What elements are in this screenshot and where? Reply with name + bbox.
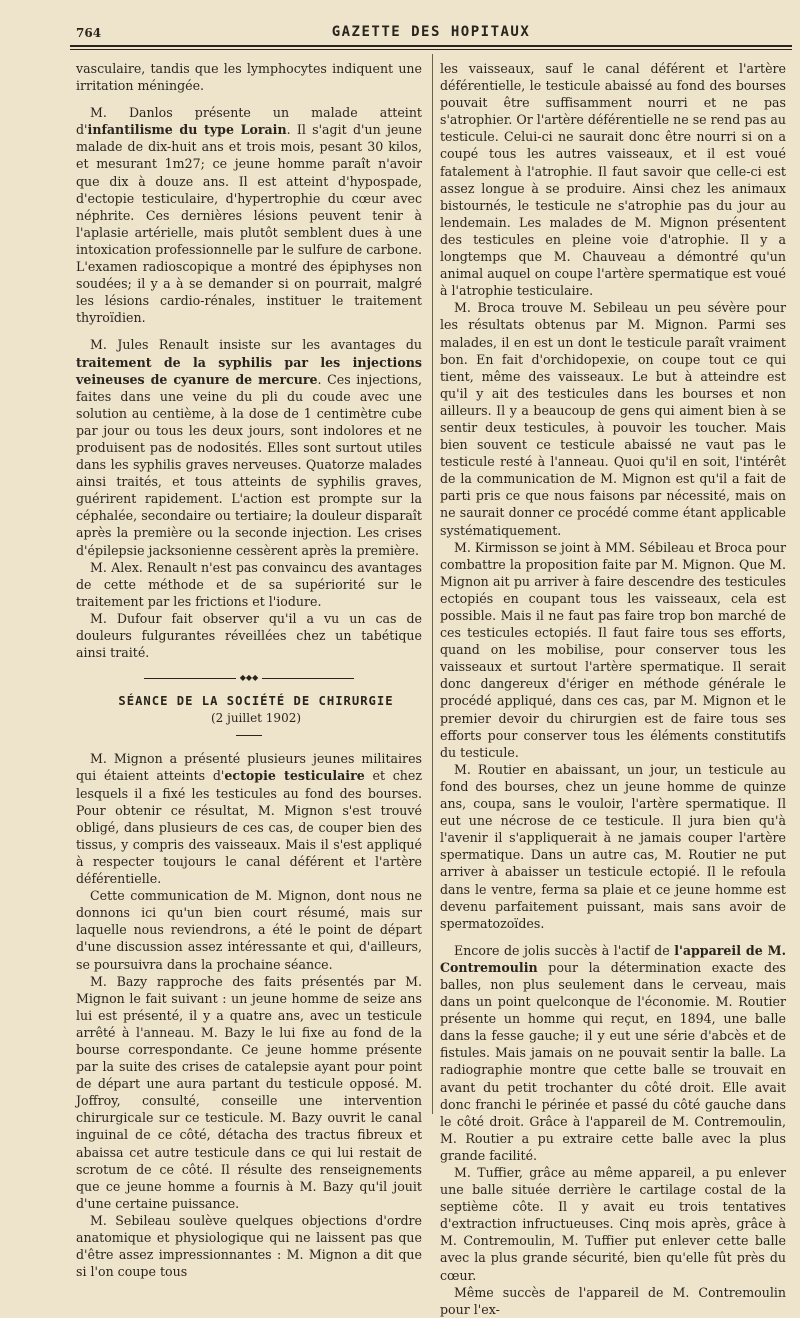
section-divider-ornament — [144, 673, 354, 683]
header-rule-thick — [70, 45, 792, 47]
left-column — [76, 60, 423, 1280]
paragraph: M. Broca trouve M. Sebileau un peu sévère pour les résultats obtenus par M. Mignon. Parmi ses malades, il en est un dont le testicule paraît vraiment bon. En fait d'orchidopexie, on coupe tout ce qui tient, même des vaisseaux. Le but à atteindre est qu'il y ait des testicules dans les bourses et non ailleurs. Il y a beaucoup de gens qui aiment bien à se sentir deux testicules, à pouvoir les toucher. Mais bien souvent ce testicule abaissé ne vaut pas le testicule resté à l'anneau. Quoi qu'il en soit, l'intérêt de la communication de M. Mignon est qu'il a fait de parti pris ce que nous faisons par nécessité, mais on ne saurait donner ce procédé comme étant applicable systématiquement. — [440, 300, 786, 538]
bold-term: infantilisme du type Lorain — [87, 122, 287, 138]
short-rule — [236, 735, 262, 736]
section-title: SÉANCE DE LA SOCIÉTÉ DE CHIRURGIE — [118, 694, 394, 709]
bold-term: l'appareil de M. Contremoulin — [440, 942, 786, 975]
text-run: et chez lesquels il a fixé les testicules au fond des bourses. Pour obtenir ce résultat, M. Mignon s'est trouvé obligé, dans plusieurs de ces cas, de couper bien des tissus, y compris des vaisseaux. Mais il s'est appliqué à respecter toujours le canal déférent et l'artère déférentielle. — [76, 768, 423, 887]
text-run: Encore de jolis succès à l'actif de — [454, 942, 675, 958]
column-separator — [432, 54, 433, 1114]
paragraph: M. Dufour fait observer qu'il a vu un cas de douleurs fulgurantes réveillées chez un tabétique ainsi traité. — [76, 610, 422, 661]
section-date: (2 juillet 1902) — [210, 711, 302, 726]
page-header — [70, 22, 792, 42]
paragraph: M. Tuffier, grâce au même appareil, a pu enlever une balle située derrière le cartilage costal de la septième côte. Il y avait eu trois tentatives d'extraction infructueuses. Cinq mois après, grâce à M. Contremoulin, M. Tuffier put enlever cette balle avec la plus grande sécurité, bien qu'elle fût près du cœur. — [440, 1165, 786, 1283]
bold-term: traitement de la syphilis par les injections veineuses de cyanure de mercure — [76, 354, 422, 387]
paragraph-renault — [76, 336, 422, 558]
bold-term: ectopie testiculaire — [224, 768, 365, 784]
text-run: M. Danlos présente un malade atteint d' — [76, 105, 422, 138]
page-number: 764 — [76, 26, 102, 40]
paragraph: M. Bazy rapproche des faits présentés par M. Mignon le fait suivant : un jeune homme de seize ans lui est présenté, il y a quatre ans, avec un testicule arrêté à l'anneau. M. Bazy le lui fixe au fond de la bourse correspondante. Ce jeune homme présente par la suite des crises de catalepsie ayant pour point de départ une aura partant du testicule opposé. M. Joffroy, consulté, conseille une intervention chirurgicale sur ce testicule. M. Bazy ouvrit le canal inguinal de ce côté, détacha des tractus fibreux et abaissa cet autre testicule dans ce qui lui restait de scrotum de ce côté. Il résulte des renseignements que ce jeune homme a fournis à M. Bazy qu'il jouit d'une certaine puissance. — [76, 973, 422, 1211]
paragraph: M. Sebileau soulève quelques objections d'ordre anatomique et physiologique qui ne laissent pas que d'être assez impressionnantes : M. Mignon a dit que si l'on coupe tous — [76, 1212, 422, 1280]
paragraph: les vaisseaux, sauf le canal déférent et l'artère déférentielle, le testicule abaissé au fond des bourses pouvait être suffisamment nourri et ne pas s'atrophier. Or l'artère déférentielle ne se rend pas au testicule. Celui-ci ne saurait donc être nourri si on a coupé tous les autres vaisseaux, et il est voué fatalement à l'atrophie. Il faut savoir que celle-ci est assez longue à se produire. Ainsi chez les animaux bistournés, le testicule ne s'atrophie pas du jour au lendemain. Les malades de M. Mignon présentent des testicules en pleine voie d'atrophie. Il y a longtemps que M. Chauveau a démontré qu'un animal auquel on coupe l'artère spermatique est voué à l'atrophie testiculaire. — [440, 61, 786, 299]
paragraph-danlos — [76, 104, 422, 326]
divider-diamond-icon: ◆◆◆ — [236, 674, 262, 682]
text-run: pour la détermination exacte des balles, non plus seulement dans le cerveau, mais dans un point quelconque de l'économie. M. Routier présente un homme qui reçut, en 1894, une balle dans la fesse gauche; il y eut une série d'abcès et de fistules. Mais jamais on ne pouvait sentir la balle. La radiographie montre que cette balle se trouvait en avant du petit trochanter du côté droit. Elle avait donc franchi le périnée et passé du côté gauche dans le côté droit. Grâce à l'appareil de M. Contremoulin, M. Routier a pu extraire cette balle avec la plus grande facilité. — [440, 959, 786, 1163]
paragraph: Même succès de l'appareil de M. Contremoulin pour l'ex- — [440, 1284, 786, 1317]
text-run: . Ces injections, faites dans une veine du pli du coude avec une solution au centième, à la dose de 1 centimètre cube par jour ou tous les deux jours, sont indolores et ne produisent pas de nodosités. Elles sont surtout utiles dans les syphilis graves nerveuses. Quatorze malades ainsi traités, et tous atteints de syphilis graves, guérirent rapidement. L'action est prompte sur la céphalée, secondaire ou tertiaire; la douleur disparaît après la première ou la seconde injection. Les crises d'épilepsie jacksonienne cessèrent après la première. — [76, 371, 422, 558]
paragraph-mignon — [76, 750, 422, 887]
text-run: . Il s'agit d'un jeune malade de dix-huit ans et trois mois, pesant 30 kilos, et mesurant 1m27; ce jeune homme paraît n'avoir que dix à douze ans. Il est atteint d'hypospade, d'ectopie testiculaire, d'hypertrophie du cœur avec néphrite. Ces dernières lésions peuvent tenir à l'aplasie artérielle, mais plutôt semblent dues à une intoxication professionnelle par le sulfure de carbone. L'examen radioscopique a montré des épiphyses non soudées; il y a à se demander si on pourrait, malgré les lésions cardio-rénales, instituer le traitement thyroïdien. — [76, 122, 422, 326]
paragraph: Cette communication de M. Mignon, dont nous ne donnons ici qu'un bien court résumé, mais sur laquelle nous reviendrons, a été le point de départ d'une discussion assez intéressante et qui, d'ailleurs, se poursuivra dans la prochaine séance. — [76, 888, 422, 972]
header-rule-thin — [70, 49, 792, 50]
paragraph: vasculaire, tandis que les lymphocytes indiquent une irritation méningée. — [76, 61, 422, 94]
paragraph: M. Kirmisson se joint à MM. Sébileau et Broca pour combattre la proposition faite par M. Mignon. Que M. Mignon ait pu arriver à faire descendre des testicules ectopiés en coupant tous les vaisseaux, cela est possible. Mais il ne faut pas faire trop bon marché de ces testicules ectopiés. Il faut faire tous ses efforts, quand on les mobilise, pour conserver tous les vaisseaux et surtout l'artère spermatique. Il serait donc dangereux d'ériger en méthode générale le procédé appliqué, dans ces cas, par M. Mignon et le premier devoir du chirurgien est de faire tous ses efforts pour conserver tous les éléments constitutifs du testicule. — [440, 539, 786, 760]
right-column — [440, 60, 786, 1317]
text-run: M. Jules Renault insiste sur les avantages du — [90, 337, 422, 353]
paragraph-contremoulin — [440, 942, 786, 1164]
paragraph: M. Alex. Renault n'est pas convaincu des avantages de cette méthode et de sa supériorité sur le traitement par les frictions et l'iodure. — [76, 559, 422, 609]
text-run: M. Mignon a présenté plusieurs jeunes militaires qui étaient atteints d' — [76, 751, 422, 784]
journal-title: GAZETTE DES HOPITAUX — [331, 24, 531, 40]
paragraph: M. Routier en abaissant, un jour, un testicule au fond des bourses, chez un jeune homme de quinze ans, coupa, sans le vouloir, l'artère spermatique. Il eut une nécrose de ce testicule. Il jura bien qu'à l'avenir il s'appliquerait à ne jamais couper l'artère spermatique. Dans un autre cas, M. Routier ne put arriver à abaisser un testicule ectopié. Il le refoula dans le ventre, ferma sa plaie et ce jeune homme est devenu parfaitement puissant, mais sans avoir de spermatozoïdes. — [440, 761, 786, 931]
